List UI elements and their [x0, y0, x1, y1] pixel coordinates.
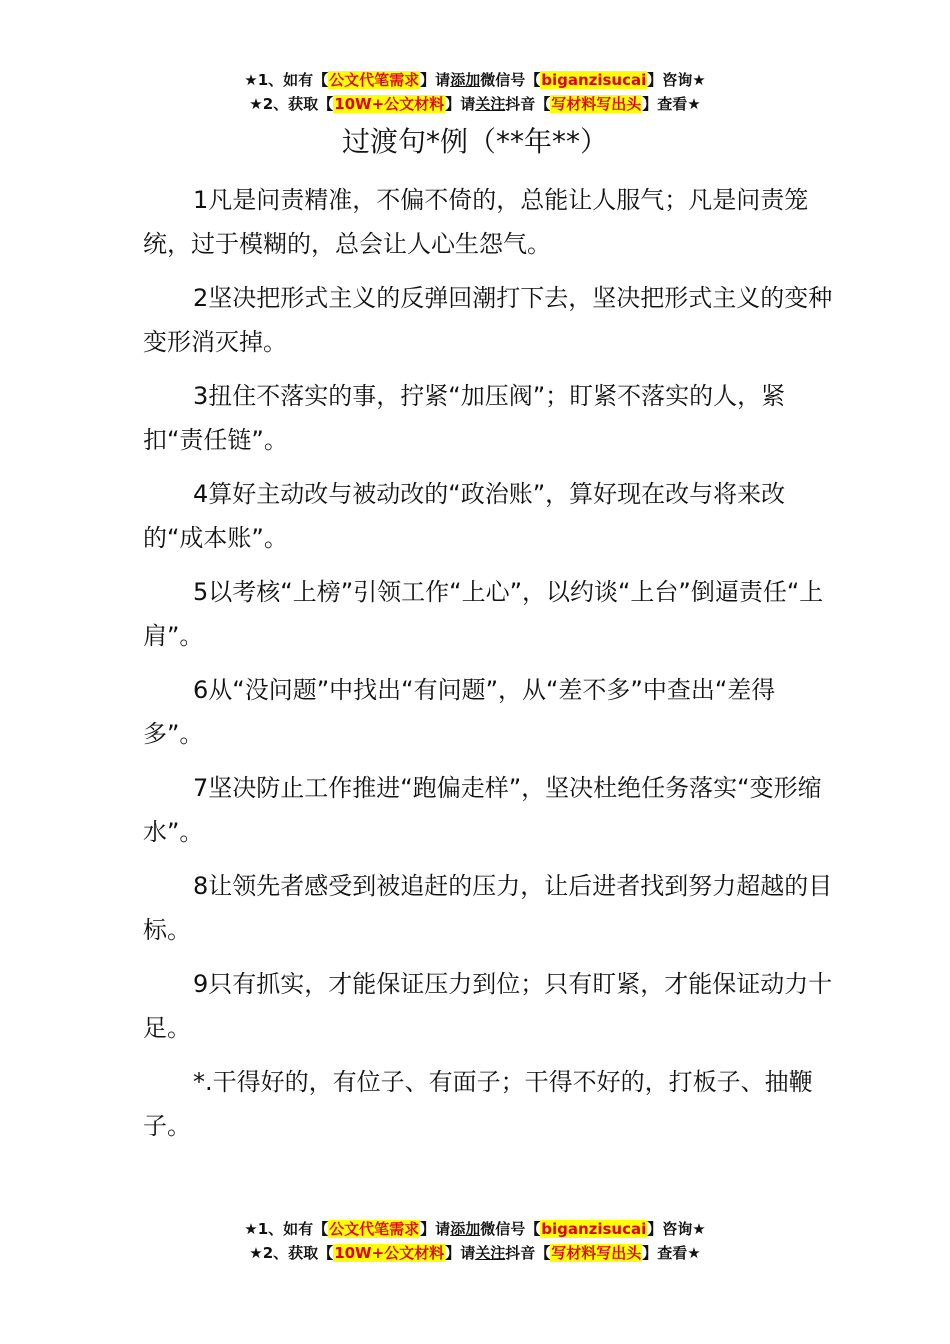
banner-text: 微信号【 [480, 71, 541, 89]
paragraph-9: 9只有抓实，才能保证压力到位；只有盯紧，才能保证动力十足。 [143, 970, 833, 1042]
banner-highlight-wechat-id: biganzisucai [541, 71, 647, 89]
banner-line-2 [0, 1241, 950, 1265]
banner-line-1 [0, 68, 950, 92]
banner-highlight-materials: 10W+公文材料 [334, 1244, 445, 1262]
banner-highlight-service: 公文代笔需求 [329, 1220, 420, 1238]
banner-text: 抖音【 [505, 1244, 551, 1262]
banner-text: 】请 [420, 1220, 451, 1238]
banner-text: 】请 [445, 95, 476, 113]
paragraph-4: 4算好主动改与被动改的“政治账”，算好现在改与将来改的“成本账”。 [143, 480, 786, 552]
banner-text: ★2、获取【 [249, 1244, 334, 1262]
banner-text: 】咨询★ [647, 71, 706, 89]
banner-highlight-wechat-id: biganzisucai [541, 1220, 647, 1238]
paragraph-6: 6从“没问题”中找出“有问题”，从“差不多”中查出“差得多”。 [143, 676, 776, 748]
paragraph-1: 1凡是问责精准，不偏不倚的，总能让人服气；凡是问责笼统，过于模糊的，总会让人心生怨气。 [143, 186, 809, 258]
banner-line-1 [0, 1217, 950, 1241]
banner-underlined-text: 关注 [475, 1244, 506, 1262]
banner-text: 抖音【 [505, 95, 551, 113]
banner-highlight-service: 公文代笔需求 [329, 71, 420, 89]
banner-text: 微信号【 [480, 1220, 541, 1238]
banner-underlined-text: 添加 [450, 1220, 481, 1238]
document-body [143, 178, 833, 1158]
document-title: 过渡句*例（**年**） [341, 125, 608, 158]
paragraph-5: 5以考核“上榜”引领工作“上心”，以约谈“上台”倒逼责任“上肩”。 [143, 578, 824, 650]
banner-text: 】咨询★ [647, 1220, 706, 1238]
banner-text: ★2、获取【 [249, 95, 334, 113]
banner-highlight-materials: 10W+公文材料 [334, 95, 445, 113]
banner-text: 】查看★ [642, 1244, 701, 1262]
banner-underlined-text: 添加 [450, 71, 481, 89]
paragraph-7: 7坚决防止工作推进“跑偏走样”，坚决杜绝任务落实“变形缩水”。 [143, 774, 822, 846]
banner-text: ★1、如有【 [244, 71, 329, 89]
banner-text: 】请 [420, 71, 451, 89]
banner-highlight-douyin: 写材料写出头 [551, 1244, 642, 1262]
paragraph-10: *.干得好的，有位子、有面子；干得不好的，打板子、抽鞭子。 [143, 1068, 813, 1140]
paragraph-8: 8让领先者感受到被追赶的压力，让后进者找到努力超越的目标。 [143, 872, 833, 944]
header-banner-top [0, 68, 950, 116]
paragraph-2: 2坚决把形式主义的反弹回潮打下去，坚决把形式主义的变种变形消灭掉。 [143, 284, 833, 356]
banner-text: 】查看★ [642, 95, 701, 113]
banner-highlight-douyin: 写材料写出头 [551, 95, 642, 113]
header-banner-bottom [0, 1217, 950, 1265]
banner-line-2 [0, 92, 950, 116]
banner-text: ★1、如有【 [244, 1220, 329, 1238]
banner-underlined-text: 关注 [475, 95, 506, 113]
banner-text: 】请 [445, 1244, 476, 1262]
paragraph-3: 3扭住不落实的事，拧紧“加压阀”；盯紧不落实的人，紧扣“责任链”。 [143, 382, 786, 454]
